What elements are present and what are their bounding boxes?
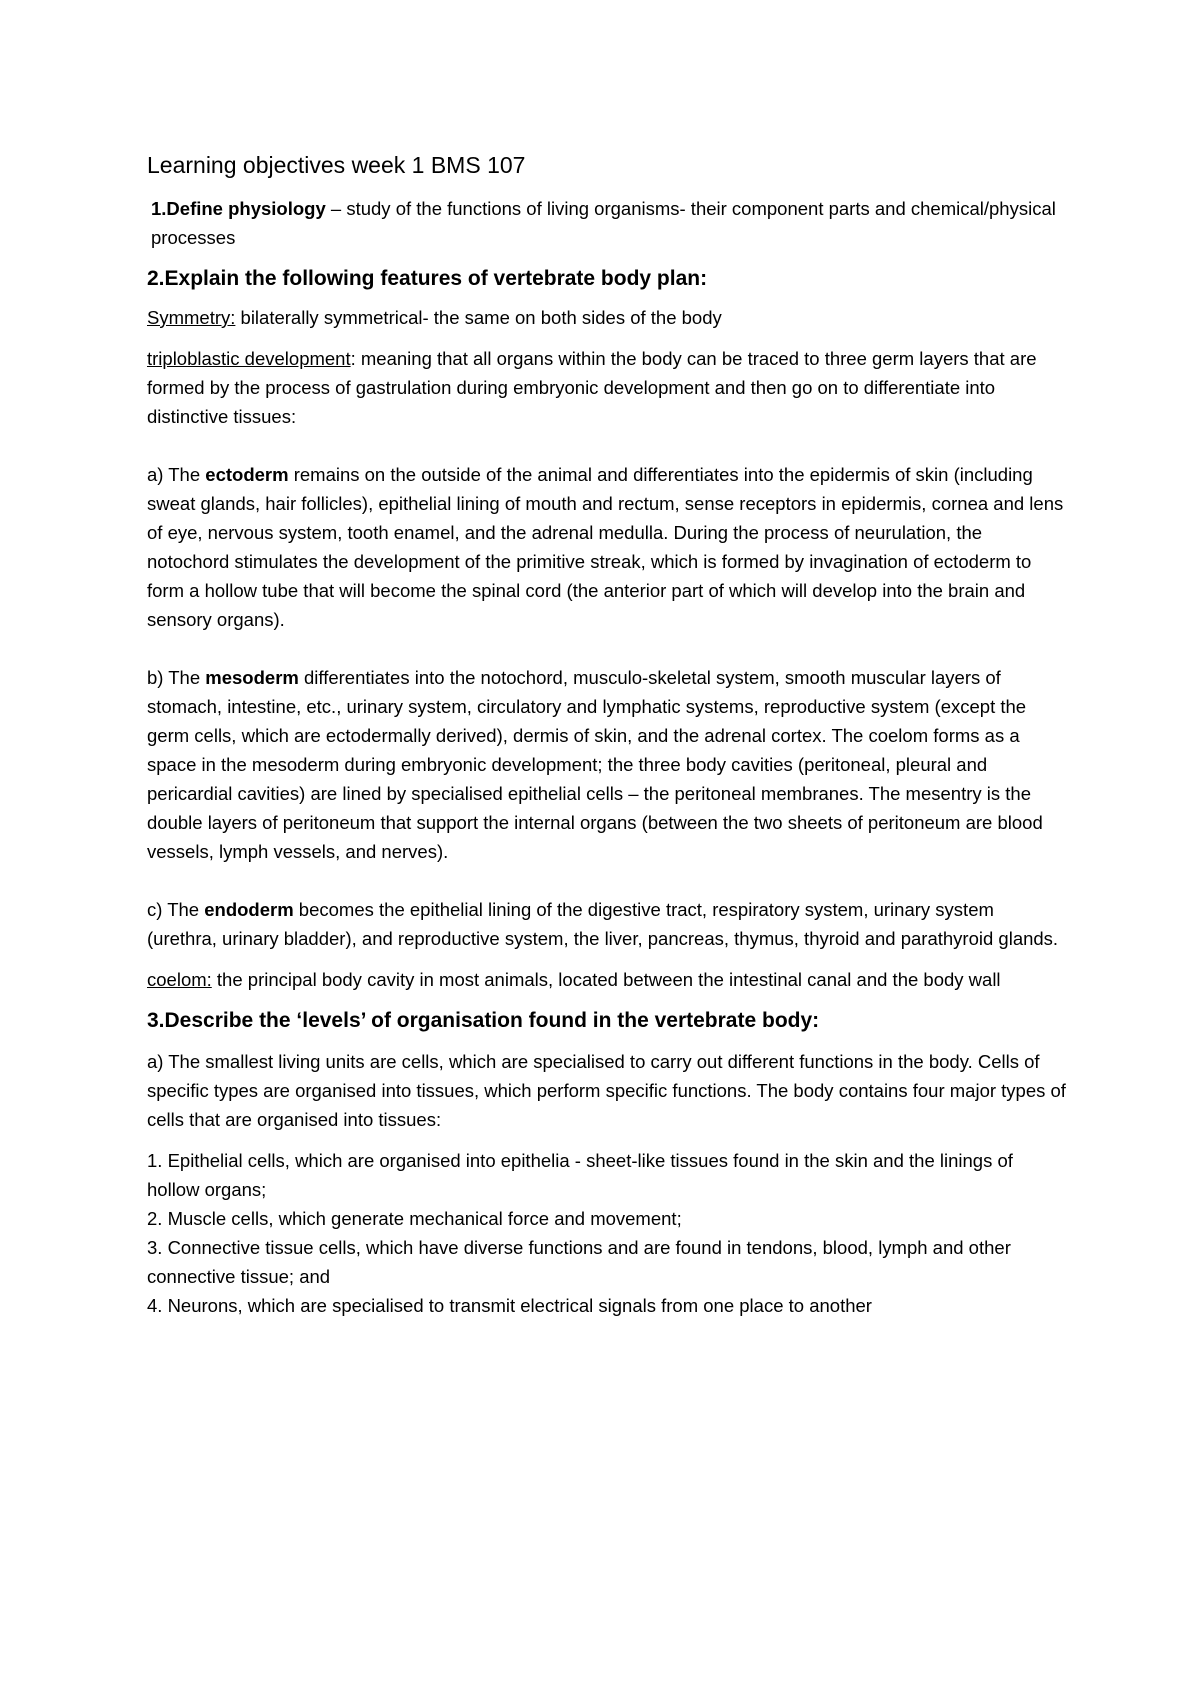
symmetry-paragraph bbox=[147, 303, 1067, 332]
cell-types-list bbox=[147, 1146, 1067, 1320]
cells-paragraph: a) The smallest living units are cells, which are specialised to carry out different functions in the body. Cells of specific types are organised into tissues, which perform specific functions. The body contains four major types of cells that are organised into tissues: bbox=[147, 1051, 1066, 1130]
mesoderm-text: differentiates into the notochord, musculo-skeletal system, smooth muscular layers of stomach, intestine, etc., urinary system, circulatory and lymphatic systems, reproductive system (except the germ cells, which are ectodermally derived), dermis of skin, and the adrenal cortex. The coelom forms as a space in the mesoderm during embryonic development; the three body cavities (peritoneal, pleural and pericardial cavities) are lined by specialised epithelial cells – the peritoneal membranes. The mesentry is the double layers of peritoneum that support the internal organs (between the two sheets of peritoneum are blood vessels, lymph vessels, and nerves). bbox=[147, 667, 1043, 862]
ectoderm-text: remains on the outside of the animal and differentiates into the epidermis of skin (including sweat glands, hair follicles), epithelial lining of mouth and rectum, sense receptors in epidermis, cornea and lens of eye, nervous system, tooth enamel, and the adrenal medulla. During the process of neurulation, the notochord stimulates the development of the primitive streak, which is formed by invagination of ectoderm to form a hollow tube that will become the spinal cord (the anterior part of which will develop into the brain and sensory organs). bbox=[147, 464, 1064, 630]
symmetry-term: Symmetry: bbox=[147, 307, 236, 328]
triploblastic-text: : meaning that all organs within the body can be traced to three germ layers that are formed by the process of gastrulation during embryonic development and then go on to differentiate into distinctive tissues: bbox=[147, 348, 1037, 427]
list-item: 2. Muscle cells, which generate mechanical force and movement; bbox=[147, 1208, 682, 1229]
q1-text: – study of the functions of living organisms- their component parts and chemical/physical processes bbox=[151, 198, 1056, 248]
endoderm-term: endoderm bbox=[204, 899, 294, 920]
list-item: 3. Connective tissue cells, which have diverse functions and are found in tendons, blood, lymph and other connective tissue; and bbox=[147, 1237, 1011, 1287]
triploblastic-paragraph bbox=[147, 344, 1067, 431]
triploblastic-term: triploblastic development bbox=[147, 348, 351, 369]
document-title: Learning objectives week 1 BMS 107 bbox=[147, 152, 526, 178]
ectoderm-paragraph bbox=[147, 460, 1067, 634]
coelom-text: the principal body cavity in most animals, located between the intestinal canal and the body wall bbox=[211, 969, 1001, 990]
q3-heading: 3.Describe the ‘levels’ of organisation found in the vertebrate body: bbox=[147, 1009, 820, 1032]
mesoderm-prefix: b) The bbox=[147, 667, 206, 688]
list-item: 1. Epithelial cells, which are organised into epithelia - sheet-like tissues found in the skin and the linings of hollow organs; bbox=[147, 1150, 1013, 1200]
symmetry-text: bilaterally symmetrical- the same on both sides of the body bbox=[235, 307, 722, 328]
q2-heading: 2.Explain the following features of vertebrate body plan: bbox=[147, 267, 708, 290]
mesoderm-term: mesoderm bbox=[205, 667, 299, 688]
ectoderm-prefix: a) The bbox=[147, 464, 206, 485]
q1-heading: 1.Define physiology bbox=[151, 198, 326, 219]
coelom-paragraph bbox=[147, 965, 1067, 994]
document-page bbox=[147, 140, 1067, 1320]
coelom-term: coelom: bbox=[147, 969, 212, 990]
ectoderm-term: ectoderm bbox=[205, 464, 289, 485]
endoderm-text: becomes the epithelial lining of the digestive tract, respiratory system, urinary system (urethra, urinary bladder), and reproductive system, the liver, pancreas, thymus, thyroid and parathyroid glands. bbox=[147, 899, 1059, 949]
q1-paragraph bbox=[151, 194, 1067, 252]
endoderm-prefix: c) The bbox=[147, 899, 205, 920]
mesoderm-paragraph bbox=[147, 663, 1067, 866]
endoderm-paragraph bbox=[147, 895, 1067, 953]
list-item: 4. Neurons, which are specialised to transmit electrical signals from one place to another bbox=[147, 1295, 872, 1316]
